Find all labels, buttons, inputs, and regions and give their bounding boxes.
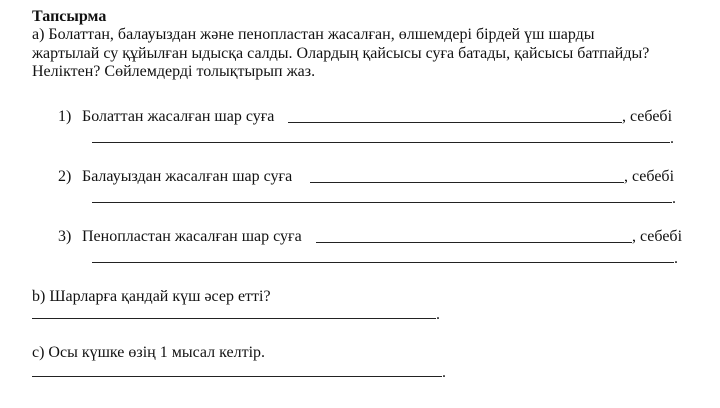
- line-end-period: .: [442, 364, 446, 381]
- item-3: [58, 228, 698, 278]
- answer-line[interactable]: [92, 142, 670, 143]
- answer-line[interactable]: [316, 242, 632, 243]
- item-number: 1): [58, 108, 72, 125]
- item-tail: , себебі: [624, 168, 675, 185]
- answer-line[interactable]: [288, 122, 622, 123]
- item-number: 2): [58, 168, 72, 185]
- line-end-period: .: [674, 250, 678, 267]
- line-end-period: .: [436, 306, 440, 323]
- intro-line: жартылай су құйылған ыдысқа салды. Олардың қайсысы суға батады, қайсысы батпайды?: [32, 44, 650, 62]
- item-text: Балауыздан жасалған шар суға: [82, 168, 293, 185]
- item-tail: , себебі: [622, 108, 673, 125]
- answer-line[interactable]: [310, 182, 624, 183]
- line-end-period: .: [670, 130, 674, 147]
- task-title: Тапсырма: [32, 8, 107, 25]
- item-text: Пенопластан жасалған шар суға: [82, 228, 302, 245]
- item-tail: , себебі: [632, 228, 683, 245]
- line-end-period: .: [672, 190, 676, 207]
- answer-line[interactable]: [32, 318, 436, 319]
- question-c: c) Осы күшке өзің 1 мысал келтір.: [32, 344, 266, 361]
- answer-line[interactable]: [92, 202, 672, 203]
- item-number: 3): [58, 228, 72, 245]
- answer-line[interactable]: [92, 262, 674, 263]
- item-1: [58, 108, 698, 158]
- intro-line: Неліктен? Сөйлемдерді толықтырып жаз.: [32, 63, 316, 80]
- task-intro: [32, 26, 702, 82]
- question-b: b) Шарларға қандай күш әсер етті?: [32, 288, 271, 305]
- intro-line: a) Болаттан, балауыздан және пенопластан жасалған, өлшемдері бірдей үш шарды: [32, 26, 595, 43]
- answer-line[interactable]: [32, 376, 442, 377]
- item-2: [58, 168, 698, 218]
- item-text: Болаттан жасалған шар суға: [82, 108, 275, 125]
